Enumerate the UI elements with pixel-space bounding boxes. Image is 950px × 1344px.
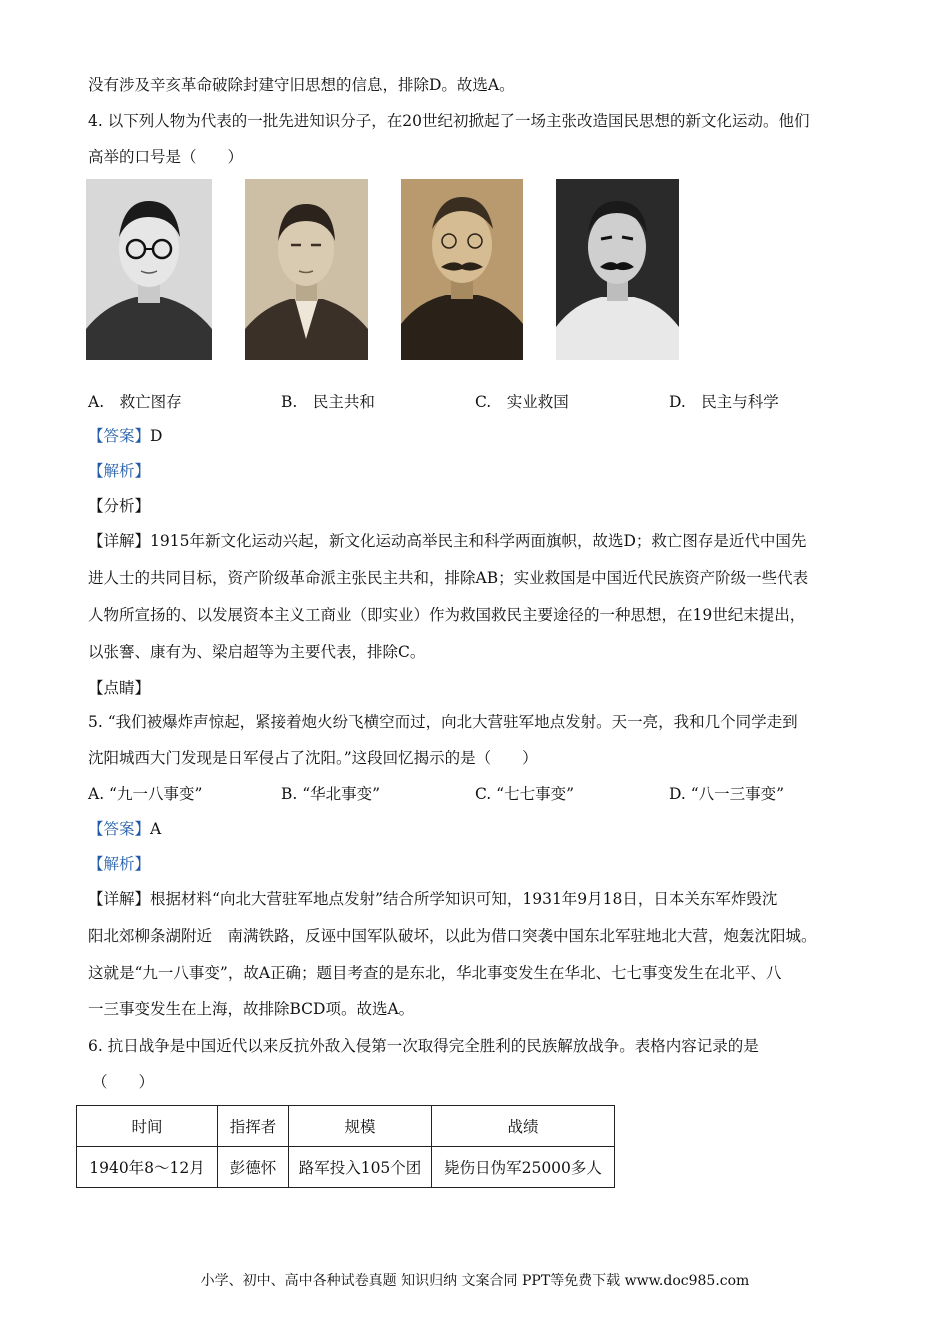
q5-stem-line1: 5. “我们被爆炸声惊起，紧接着炮火纷飞横空而过，向北大营驻军地点发射。天一亮，我和几个同学走到 xyxy=(88,713,798,731)
table-header-cell: 规模 xyxy=(289,1106,432,1147)
answer-label: 【答案】 xyxy=(88,820,151,838)
answer-value: A xyxy=(150,820,162,838)
q4-option-c: C. 实业救国 xyxy=(475,393,569,411)
q5-stem-line2: 沈阳城西大门发现是日军侵占了沈阳。”这段回忆揭示的是（ ） xyxy=(88,749,538,767)
q5-analysis-label: 【解析】 xyxy=(88,855,151,873)
table-header-cell: 战绩 xyxy=(432,1106,615,1147)
q5-answer xyxy=(88,818,161,840)
portrait-photo-2 xyxy=(245,179,368,360)
page-footer: 小学、初中、高中各种试卷真题 知识归纳 文案合同 PPT等免费下载 www.doc985.com xyxy=(200,1273,750,1289)
detail-label: 【详解】 xyxy=(88,532,151,550)
q4-analysis-label: 【解析】 xyxy=(88,462,151,480)
table-cell: 毙伤日伪军25000多人 xyxy=(432,1147,615,1188)
q4-stem-line1: 4. 以下列人物为代表的一批先进知识分子，在20世纪初掀起了一场主张改造国民思想的新文化运动。他们 xyxy=(88,112,810,130)
q4-dianjing-label: 【点睛】 xyxy=(88,679,151,697)
q6-stem-line2: （ ） xyxy=(92,1073,155,1091)
table-cell: 彭德怀 xyxy=(218,1147,289,1188)
table-cell: 路军投入105个团 xyxy=(289,1147,432,1188)
portrait-photo-3 xyxy=(401,179,523,360)
answer-value: D xyxy=(150,427,163,445)
battle-record-table xyxy=(76,1105,615,1188)
q5-option-d: D. “八一三事变” xyxy=(669,785,785,803)
q5-detail-line3: 这就是“九一八事变”，故A正确；题目考查的是东北，华北事变发生在华北、七七事变发生在北平、八 xyxy=(88,964,782,982)
table-cell: 1940年8～12月 xyxy=(77,1147,218,1188)
q5-detail-line1: 【详解】根据材料“向北大营驻军地点发射”结合所学知识可知，1931年9月18日，日本关东军炸毁沈 xyxy=(88,890,778,908)
q4-detail-line2: 进人士的共同目标，资产阶级革命派主张民主共和，排除AB；实业救国是中国近代民族资产阶级一些代表 xyxy=(88,569,809,587)
q5-option-c: C. “七七事变” xyxy=(475,785,575,803)
q4-answer xyxy=(88,425,162,447)
table-row xyxy=(77,1147,615,1188)
portrait-photo-4 xyxy=(556,179,679,360)
table-header-row xyxy=(77,1106,615,1147)
q5-option-a: A. “九一八事变” xyxy=(88,785,203,803)
answer-label: 【答案】 xyxy=(88,427,151,445)
q4-stem-line2: 高举的口号是（ ） xyxy=(88,148,244,166)
q4-detail-line3: 人物所宣扬的、以发展资本主义工商业（即实业）作为救国救民主要途径的一种思想，在19世纪末提出， xyxy=(88,606,806,624)
q6-stem-line1: 6. 抗日战争是中国近代以来反抗外敌入侵第一次取得完全胜利的民族解放战争。表格内容记录的是 xyxy=(88,1037,759,1055)
q4-option-b: B. 民主共和 xyxy=(281,393,375,411)
table-header-cell: 时间 xyxy=(77,1106,218,1147)
q4-fenxi-label: 【分析】 xyxy=(88,497,151,515)
q4-detail-line1: 【详解】1915年新文化运动兴起，新文化运动高举民主和科学两面旗帜，故选D；救亡图存是近代中国先 xyxy=(88,532,807,550)
q5-detail-line2: 阳北郊柳条湖附近 南满铁路，反诬中国军队破坏，以此为借口突袭中国东北军驻地北大营，炮轰沈阳城。 xyxy=(88,927,817,945)
portrait-photo-1 xyxy=(86,179,212,360)
table-header-cell: 指挥者 xyxy=(218,1106,289,1147)
q5-detail-line4: 一三事变发生在上海，故排除BCD项。故选A。 xyxy=(88,1000,415,1018)
detail-label: 【详解】 xyxy=(88,890,151,908)
q4-option-a: A. 救亡图存 xyxy=(88,393,182,411)
previous-answer-tail: 没有涉及辛亥革命破除封建守旧思想的信息，排除D。故选A。 xyxy=(88,76,515,94)
q4-detail-line4: 以张謇、康有为、梁启超等为主要代表，排除C。 xyxy=(88,643,426,661)
q5-option-b: B. “华北事变” xyxy=(281,785,381,803)
q4-option-d: D. 民主与科学 xyxy=(669,393,779,411)
